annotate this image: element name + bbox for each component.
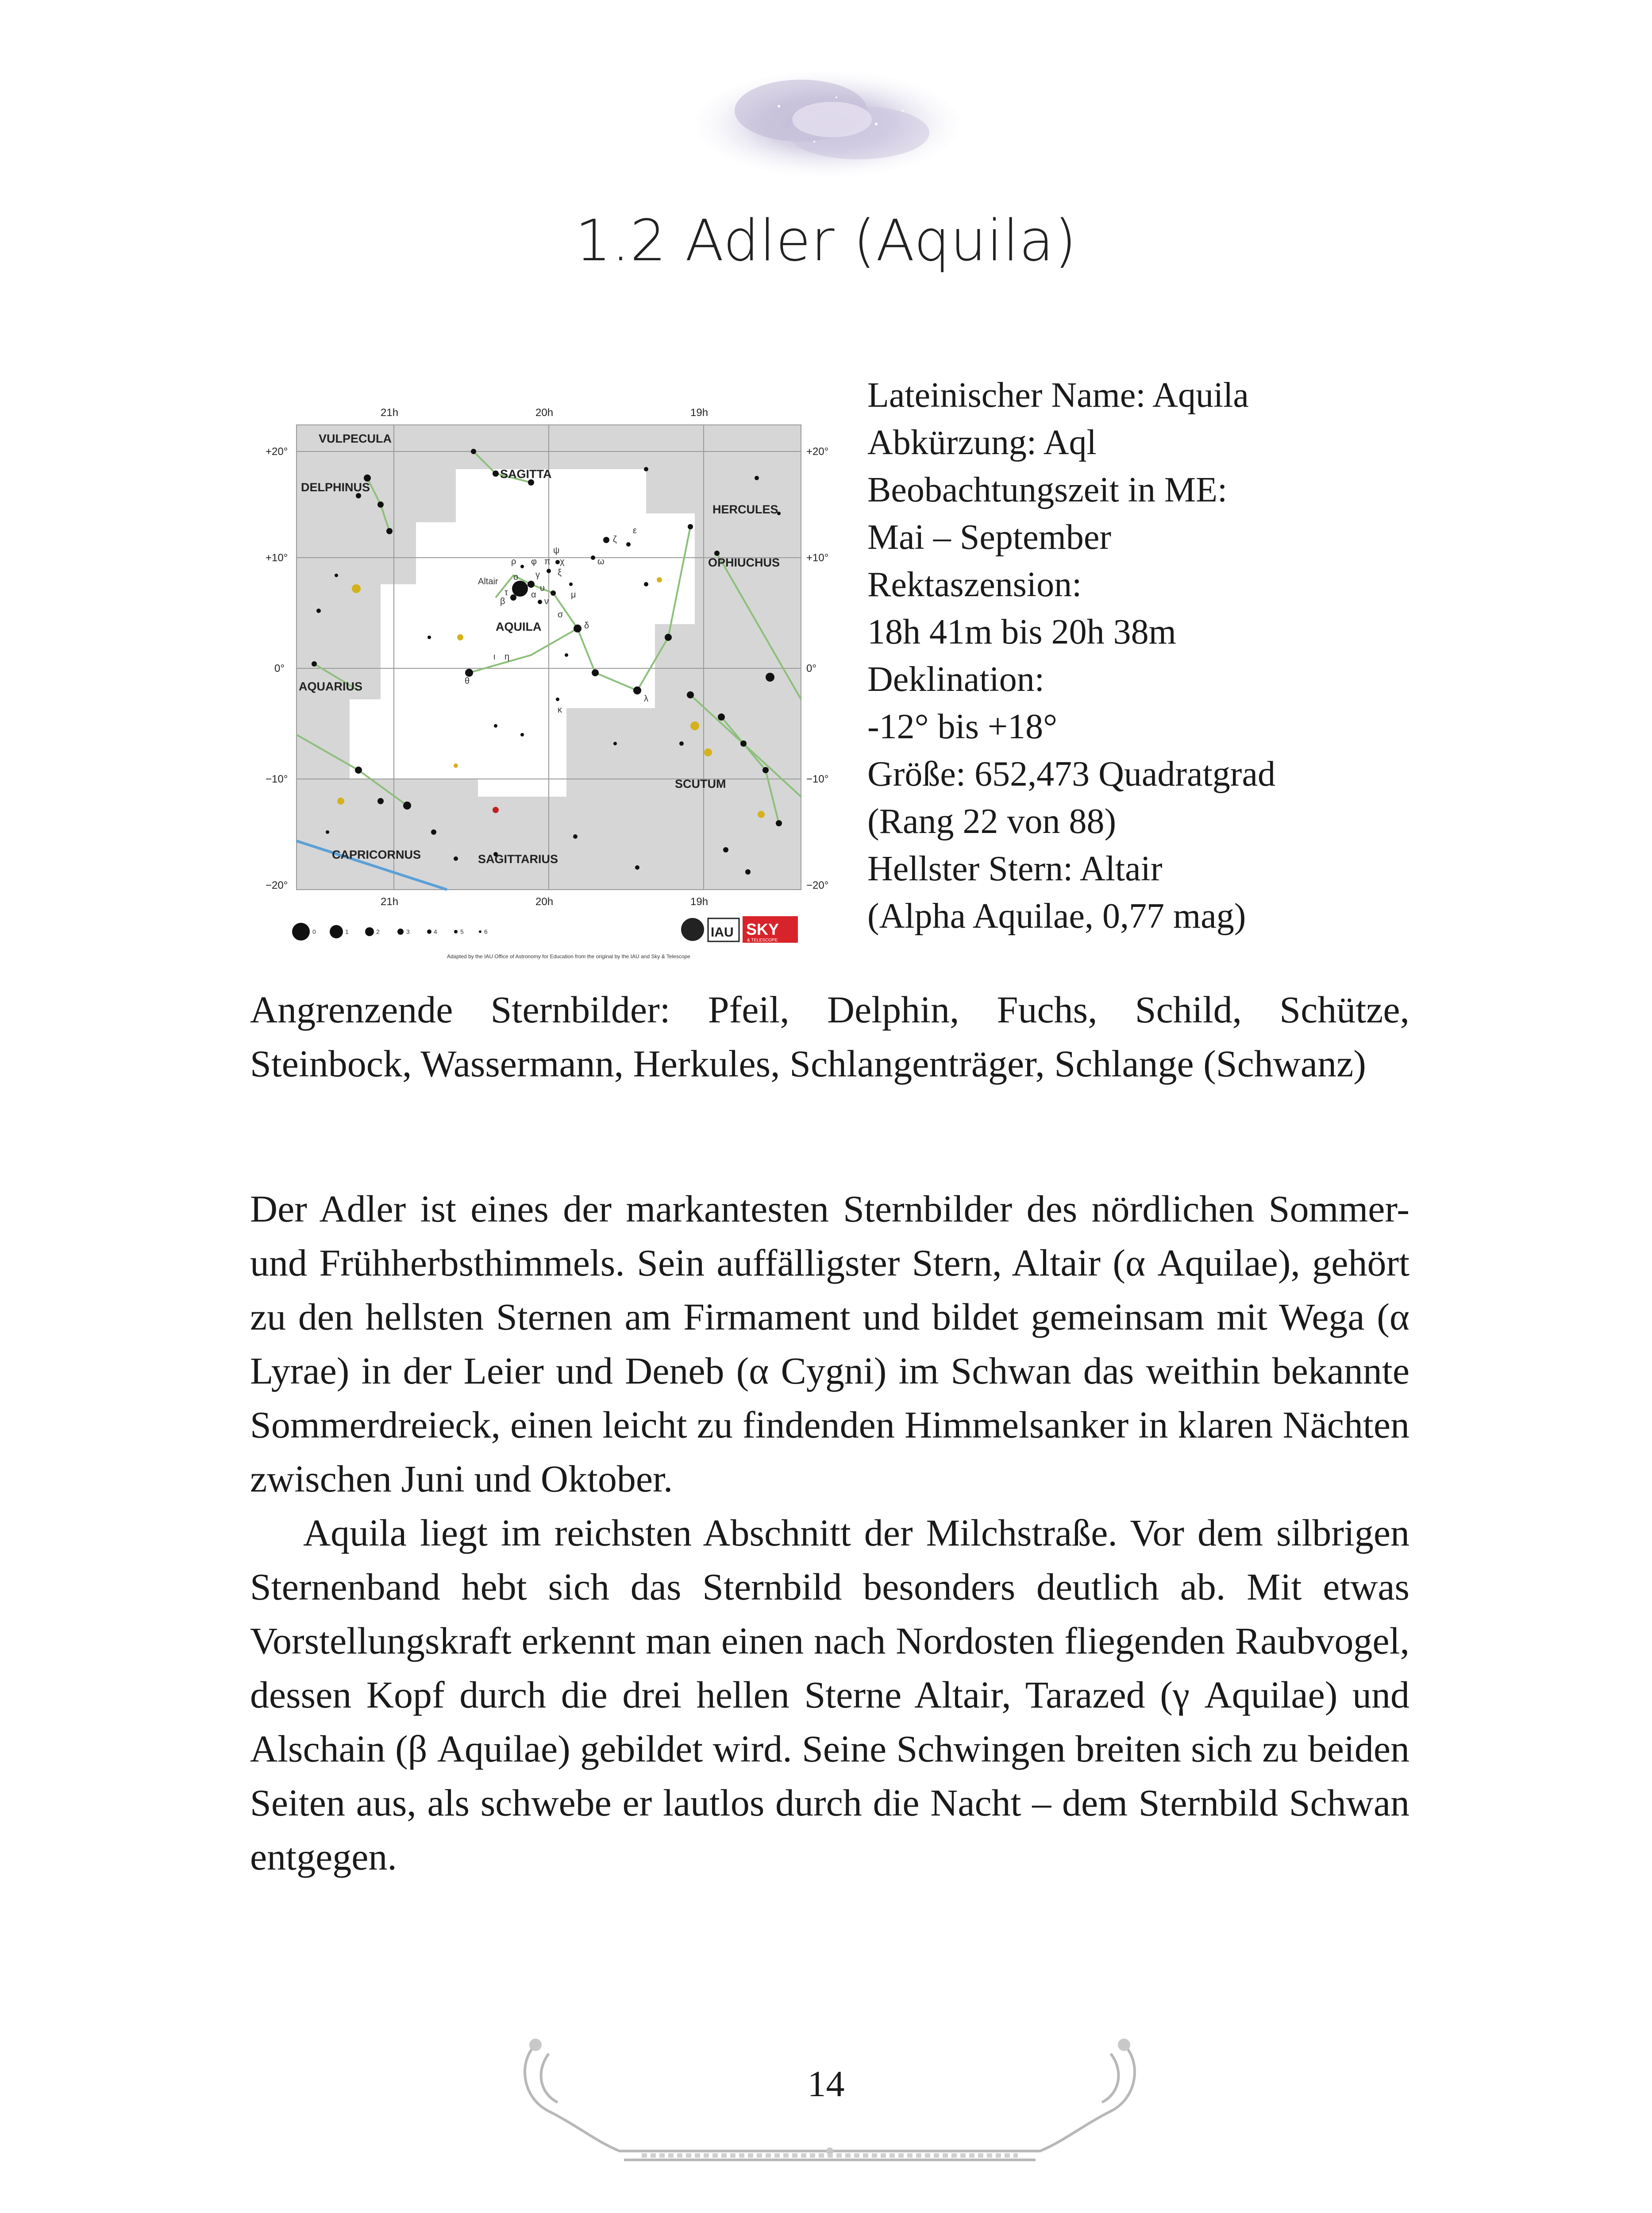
neighboring-constellations: Angrenzende Sternbilder: Pfeil, Delphin, Fuchs, Schild, Schütze, Steinbock, Wassermann, Herkules, Schlangenträger, Schlange (Schwanz)	[250, 988, 1409, 1085]
star-label: γ	[535, 570, 540, 580]
star-label: φ	[531, 557, 537, 567]
star-label: θ	[465, 676, 470, 686]
star-label: ι	[493, 652, 496, 662]
magnitude-legend	[292, 923, 481, 941]
star-label: ξ	[558, 568, 562, 578]
dec-left-label: +20°	[266, 446, 288, 458]
star-label: ψ	[553, 546, 560, 555]
fact-dec-label: Deklination:	[867, 660, 1044, 699]
dec-right-label: +10°	[806, 552, 829, 564]
ra-top-label: 19h	[690, 407, 709, 419]
iau-logo: IAU	[711, 925, 734, 940]
fact-observation-label: Beobachtungszeit in ME:	[867, 470, 1228, 509]
dec-right-label: −20°	[806, 879, 829, 891]
label-ophiuchus: OPHIUCHUS	[708, 556, 780, 569]
label-delphinus: DELPHINUS	[301, 481, 370, 494]
star-label: σ	[558, 610, 563, 620]
altair-star	[512, 581, 528, 597]
mag-label: 3	[406, 928, 410, 935]
star-label: ν	[544, 597, 549, 606]
mag-label: 5	[460, 928, 464, 935]
star-label: ω	[597, 557, 605, 567]
constellation-facts	[867, 372, 1443, 940]
page-title: 1.2 Adler (Aquila)	[575, 208, 1077, 274]
body-text	[250, 1182, 1409, 1884]
mag-label: 1	[345, 928, 349, 935]
dec-right-label: 0°	[806, 663, 816, 675]
star-label: β	[500, 597, 505, 606]
star-label: η	[504, 652, 510, 662]
oae-logo	[681, 918, 704, 941]
fact-observation-value: Mai – September	[867, 518, 1111, 557]
label-vulpecula: VULPECULA	[319, 432, 392, 445]
dec-left-label: −10°	[266, 773, 288, 785]
star-label: υ	[540, 583, 545, 593]
label-aquarius: AQUARIUS	[299, 680, 363, 693]
label-aquila: AQUILA	[496, 620, 542, 633]
star-label-altair: Altair	[478, 577, 498, 586]
fact-brightest-star: Hellster Stern: Altair	[867, 849, 1163, 888]
fact-ra-value: 18h 41m bis 20h 38m	[867, 613, 1176, 652]
star-label: μ	[571, 590, 576, 600]
star-label: τ	[504, 588, 508, 598]
dec-left-label: +10°	[266, 552, 288, 564]
star-label: α	[531, 590, 536, 600]
ra-top-label: 21h	[381, 407, 399, 419]
star-label: ζ	[613, 535, 617, 544]
label-hercules: HERCULES	[712, 503, 778, 516]
paragraph: Aquila liegt im reichsten Abschnitt der Milchstraße. Vor dem silbrigen Sternenband hebt sich das Sternbild besonders deutlich ab. Mit etwas Vorstellungskraft erkennt man einen nach Nordosten fliegenden Raubvogel, dessen Kopf durch die drei hellen Sterne Altair, Tarazed (γ Aquilae) und Alschain (β Aquilae) gebildet wird. Seine Schwingen breiten sich zu beiden Seiten aus, als schwebe er lautlos durch die Nacht – dem Sternbild Schwan entgegen.	[250, 1511, 1409, 1878]
fact-rank: (Rang 22 von 88)	[867, 802, 1117, 841]
label-capricornus: CAPRICORNUS	[332, 848, 421, 861]
ra-bottom-label: 19h	[690, 896, 709, 908]
fact-brightest-star-detail: (Alpha Aquilae, 0,77 mag)	[867, 897, 1246, 936]
star-label: ρ	[511, 557, 516, 567]
mag-label: 2	[376, 928, 380, 935]
ra-bottom-label: 20h	[535, 896, 554, 908]
star-label: ε	[633, 526, 637, 536]
sky-telescope-sub: & TELESCOPE	[747, 938, 778, 943]
mag-label: 6	[484, 928, 488, 935]
star-label: λ	[644, 694, 648, 704]
dec-right-label: +20°	[806, 446, 829, 458]
ra-bottom-label: 21h	[381, 896, 399, 908]
star-label: ο	[513, 572, 519, 582]
mag-label: 0	[312, 928, 316, 935]
mag-label: 4	[434, 928, 437, 935]
fact-dec-value: -12° bis +18°	[867, 707, 1058, 746]
nebula-cloud-illustration	[690, 58, 965, 190]
constellation-star-map	[248, 389, 850, 991]
star-label: π	[544, 557, 551, 567]
fact-ra-label: Rektaszension:	[867, 565, 1082, 604]
dec-left-label: −20°	[266, 879, 288, 891]
star-label: χ	[560, 557, 565, 567]
fact-abbreviation: Abkürzung: Aql	[867, 423, 1097, 462]
label-scutum: SCUTUM	[675, 777, 726, 790]
page-number: 14	[807, 2063, 845, 2105]
map-credit: Adapted by the IAU Office of Astronomy for Education from the original by the IAU and Sky & Telescope	[447, 953, 690, 960]
sky-telescope-logo: SKY	[746, 920, 779, 938]
label-sagittarius: SAGITTARIUS	[478, 852, 558, 866]
ra-top-label: 20h	[535, 407, 554, 419]
paragraph: Der Adler ist eines der markantesten Sternbilder des nördlichen Sommer- und Frühherbsthimmels. Sein auffälligster Stern, Altair (α Aquilae), gehört zu den hellsten Sternen am Firmament und bildet gemeinsam mit Wega (α Lyrae) in der Leier und Deneb (α Cygni) im Schwan das weithin bekannte Sommerdreieck, einen leicht zu findenden Himmelsanker in klaren Nächten zwischen Juni und Oktober.	[250, 1187, 1409, 1500]
label-sagitta: SAGITTA	[500, 467, 552, 481]
star-label: κ	[558, 705, 562, 715]
star-label: δ	[584, 621, 589, 631]
fact-size: Größe: 652,473 Quadratgrad	[867, 755, 1275, 794]
dec-left-label: 0°	[274, 663, 285, 675]
dec-right-label: −10°	[806, 773, 829, 785]
fact-latin-name: Lateinischer Name: Aquila	[867, 376, 1249, 415]
